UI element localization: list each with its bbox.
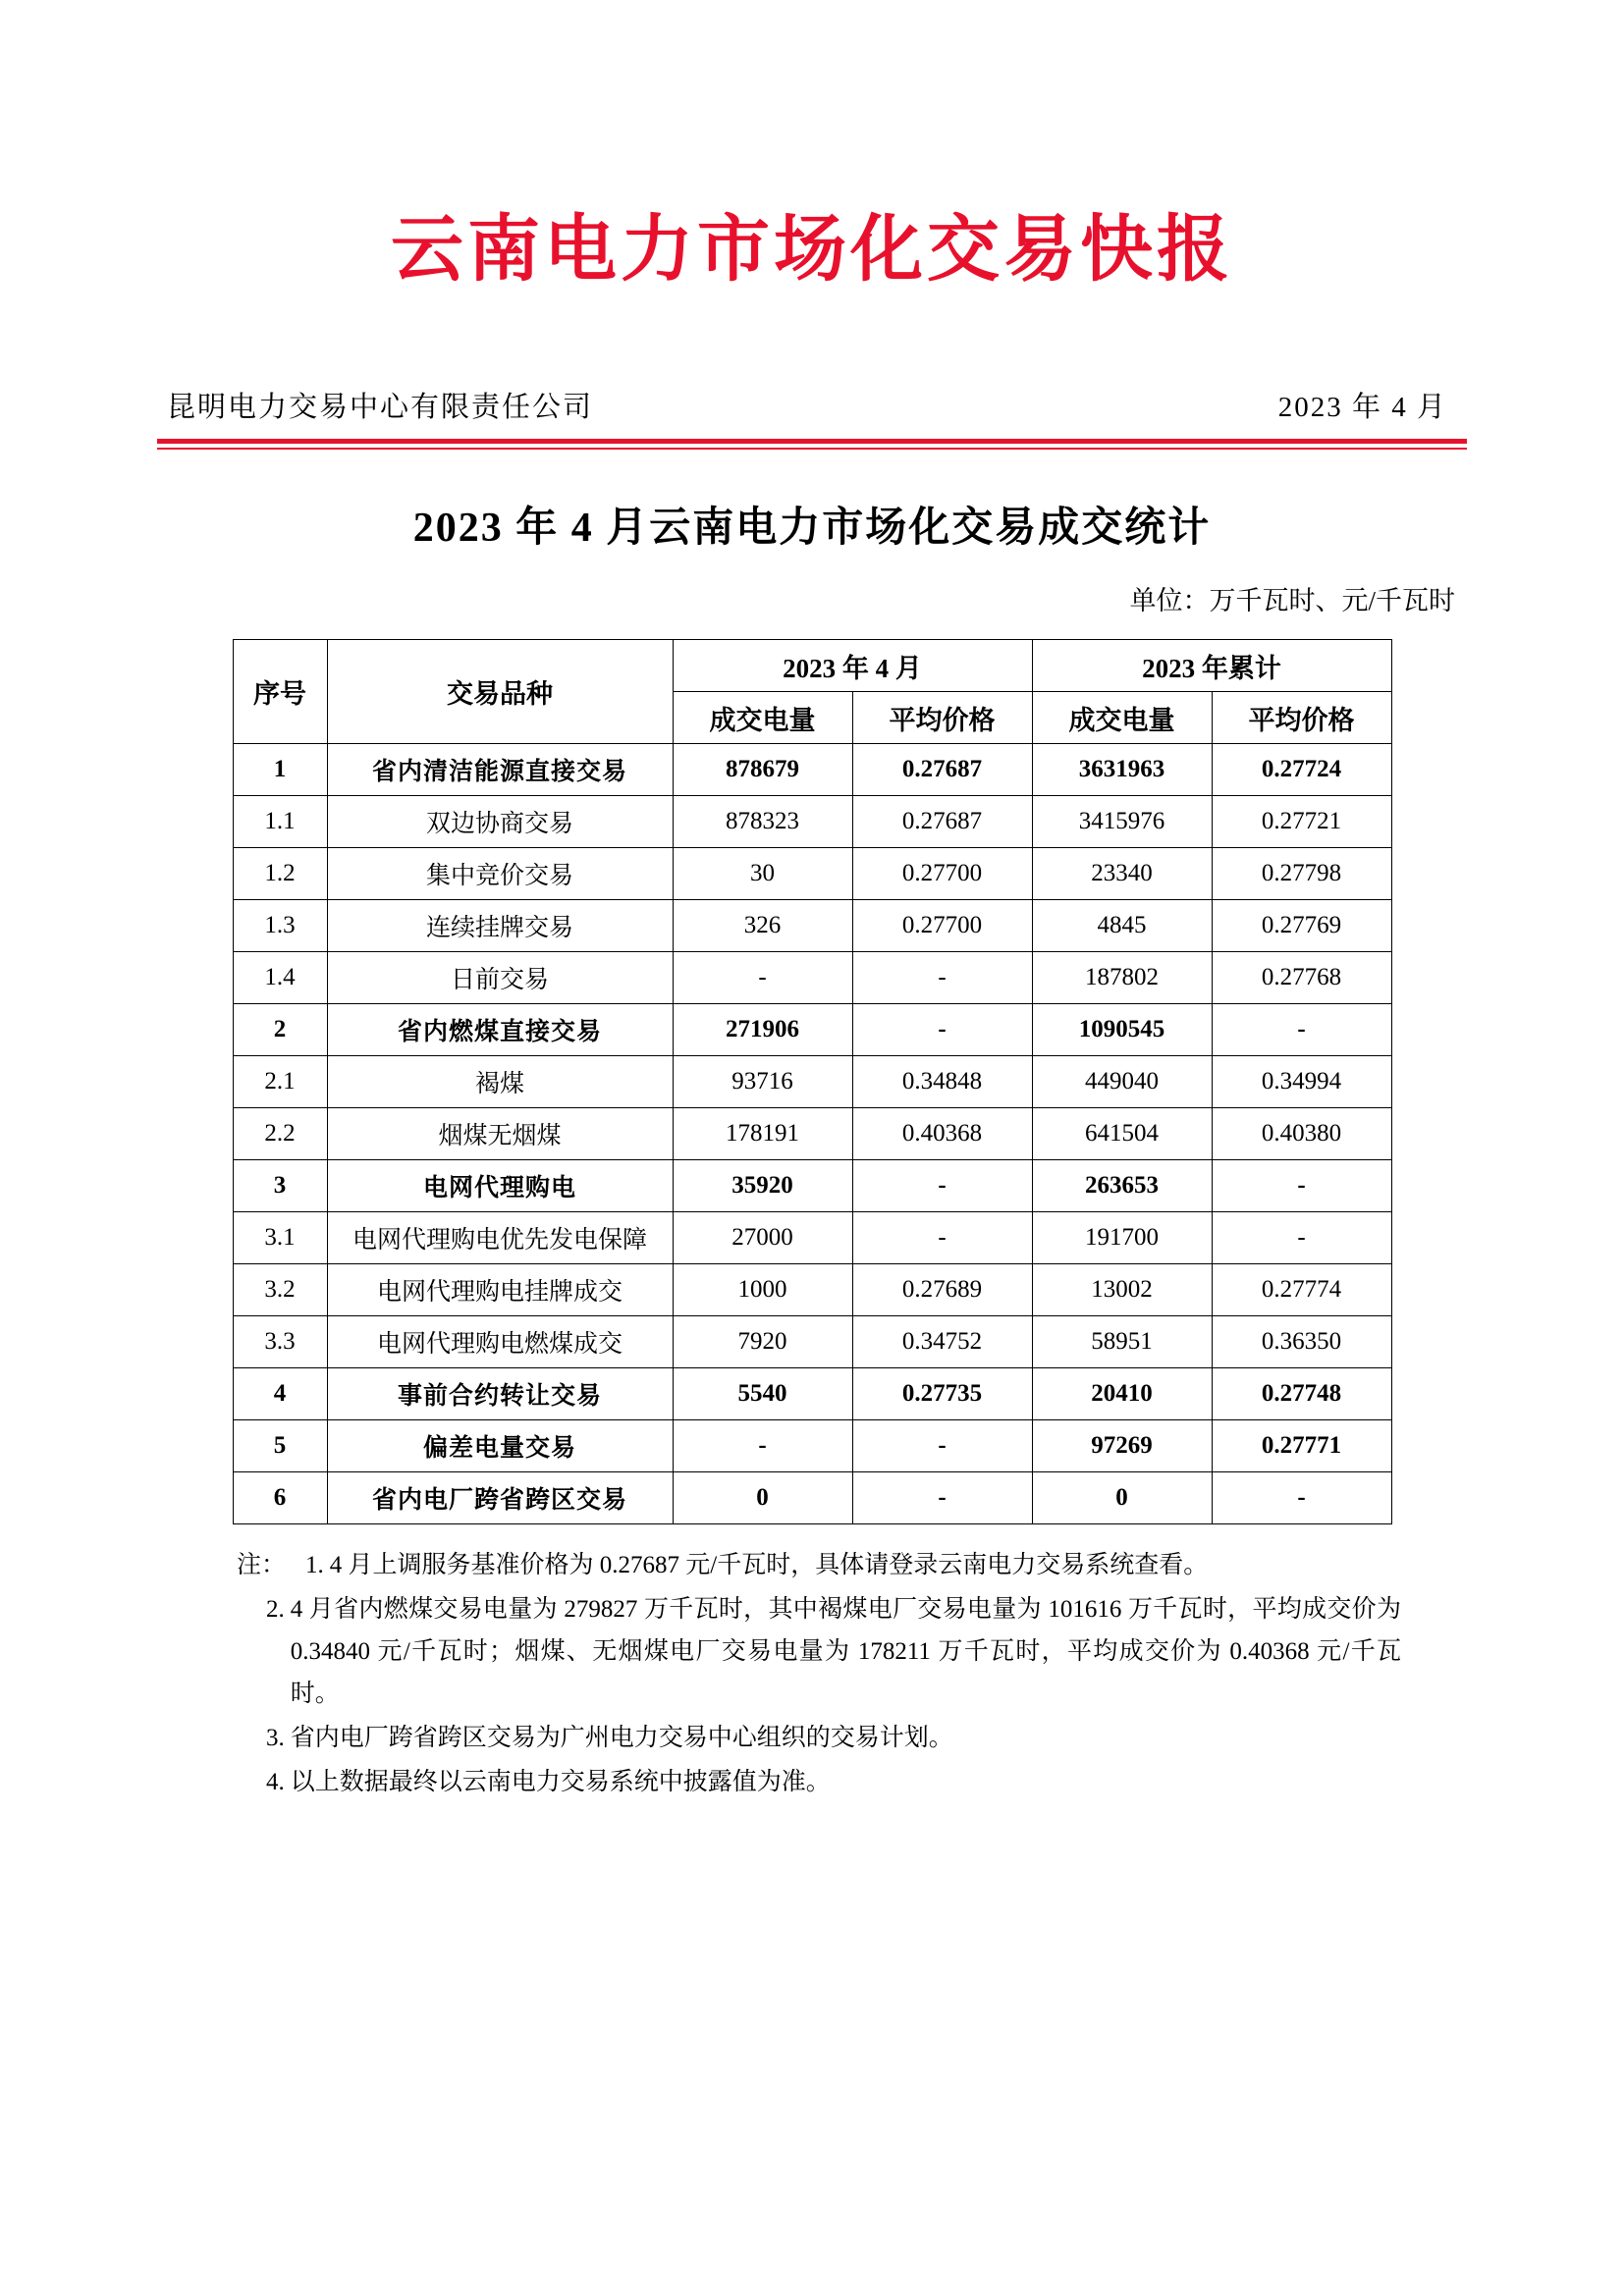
cell-month-volume: 35920 <box>673 1160 852 1212</box>
cell-month-volume: 271906 <box>673 1004 852 1056</box>
cell-name: 烟煤无烟煤 <box>327 1108 673 1160</box>
cell-month-price: - <box>852 1472 1032 1524</box>
header-no: 序号 <box>233 640 327 744</box>
cell-month-price: 0.27700 <box>852 900 1032 952</box>
note-item <box>223 1588 1401 1715</box>
divider-thin-line <box>157 448 1467 450</box>
note-text: 以上数据最终以云南电力交易系统中披露值为准。 <box>290 1769 831 1796</box>
note-item <box>223 1544 1401 1586</box>
cell-cumulative-volume: 641504 <box>1032 1108 1212 1160</box>
publisher-row <box>157 385 1467 425</box>
table-body <box>233 744 1391 1524</box>
table-row <box>233 1056 1391 1108</box>
note-marker: 1. <box>305 1552 324 1579</box>
notes-section <box>223 1544 1401 1803</box>
cell-month-price: 0.27700 <box>852 848 1032 900</box>
cell-cumulative-volume: 187802 <box>1032 952 1212 1004</box>
cell-no: 1.3 <box>233 900 327 952</box>
cell-month-price: - <box>852 1004 1032 1056</box>
cell-month-price: 0.34848 <box>852 1056 1032 1108</box>
cell-month-volume: - <box>673 1420 852 1472</box>
table-row <box>233 1160 1391 1212</box>
cell-month-price: 0.40368 <box>852 1108 1032 1160</box>
cell-no: 1.4 <box>233 952 327 1004</box>
note-text: 省内电厂跨省跨区交易为广州电力交易中心组织的交易计划。 <box>290 1725 953 1752</box>
cell-cumulative-volume: 13002 <box>1032 1264 1212 1316</box>
cell-month-volume: 30 <box>673 848 852 900</box>
table-row <box>233 1264 1391 1316</box>
cell-name: 电网代理购电优先发电保障 <box>327 1212 673 1264</box>
cell-cumulative-price: 0.27721 <box>1212 796 1391 848</box>
cell-name: 省内电厂跨省跨区交易 <box>327 1472 673 1524</box>
cell-cumulative-volume: 449040 <box>1032 1056 1212 1108</box>
cell-cumulative-price: 0.27724 <box>1212 744 1391 796</box>
cell-cumulative-price: 0.34994 <box>1212 1056 1391 1108</box>
masthead-title: 云南电力市场化交易快报 <box>391 210 1233 291</box>
cell-cumulative-price: - <box>1212 1160 1391 1212</box>
cell-cumulative-price: 0.36350 <box>1212 1316 1391 1368</box>
cell-cumulative-price: 0.27774 <box>1212 1264 1391 1316</box>
cell-month-price: 0.34752 <box>852 1316 1032 1368</box>
cell-month-volume: 1000 <box>673 1264 852 1316</box>
cell-name: 电网代理购电挂牌成交 <box>327 1264 673 1316</box>
cell-no: 4 <box>233 1368 327 1420</box>
cell-no: 2.2 <box>233 1108 327 1160</box>
cell-cumulative-volume: 4845 <box>1032 900 1212 952</box>
cell-name: 集中竞价交易 <box>327 848 673 900</box>
table-row <box>233 1368 1391 1420</box>
note-text: 4 月上调服务基准价格为 0.27687 元/千瓦时，具体请登录云南电力交易系统查看。 <box>329 1552 1209 1579</box>
cell-cumulative-volume: 263653 <box>1032 1160 1212 1212</box>
cell-month-price: 0.27687 <box>852 744 1032 796</box>
cell-name: 电网代理购电燃煤成交 <box>327 1316 673 1368</box>
cell-name: 日前交易 <box>327 952 673 1004</box>
statistics-table <box>233 639 1392 1524</box>
header-cumulative-price: 平均价格 <box>1212 692 1391 744</box>
cell-month-price: 0.27687 <box>852 796 1032 848</box>
cell-month-volume: 178191 <box>673 1108 852 1160</box>
table-row <box>233 796 1391 848</box>
unit-note: 单位：万千瓦时、元/千瓦时 <box>1129 586 1455 616</box>
note-item <box>223 1761 1401 1803</box>
notes-label: 注： <box>237 1552 287 1579</box>
table-row <box>233 1420 1391 1472</box>
note-text: 4 月省内燃煤交易电量为 279827 万千瓦时，其中褐煤电厂交易电量为 101616 万千瓦时，平均成交价为 0.34840 元/千瓦时；烟煤、无烟煤电厂交易电量为 178211 万千瓦时，平均成交价为 0.40368 元/千瓦时。 <box>290 1596 1401 1708</box>
cell-cumulative-price: 0.40380 <box>1212 1108 1391 1160</box>
cell-cumulative-volume: 58951 <box>1032 1316 1212 1368</box>
cell-month-price: - <box>852 1420 1032 1472</box>
cell-month-volume: 878679 <box>673 744 852 796</box>
cell-month-price: - <box>852 952 1032 1004</box>
cell-cumulative-volume: 23340 <box>1032 848 1212 900</box>
cell-cumulative-price: - <box>1212 1472 1391 1524</box>
header-month-price: 平均价格 <box>852 692 1032 744</box>
cell-cumulative-price: 0.27771 <box>1212 1420 1391 1472</box>
cell-cumulative-price: - <box>1212 1212 1391 1264</box>
cell-no: 1.2 <box>233 848 327 900</box>
table-header <box>233 640 1391 744</box>
cell-month-volume: - <box>673 952 852 1004</box>
table-row <box>233 848 1391 900</box>
header-group-cumulative: 2023 年累计 <box>1032 640 1391 692</box>
cell-no: 1.1 <box>233 796 327 848</box>
header-category: 交易品种 <box>327 640 673 744</box>
cell-cumulative-volume: 191700 <box>1032 1212 1212 1264</box>
table-header-row-1 <box>233 640 1391 692</box>
cell-cumulative-price: 0.27748 <box>1212 1368 1391 1420</box>
cell-month-volume: 326 <box>673 900 852 952</box>
table-row <box>233 1472 1391 1524</box>
publication-date: 2023 年 4 月 <box>1277 392 1447 424</box>
header-divider <box>157 439 1467 450</box>
cell-no: 1 <box>233 744 327 796</box>
cell-name: 省内清洁能源直接交易 <box>327 744 673 796</box>
note-marker: 3. <box>266 1725 285 1752</box>
note-marker: 4. <box>266 1769 285 1796</box>
cell-cumulative-volume: 3631963 <box>1032 744 1212 796</box>
cell-no: 5 <box>233 1420 327 1472</box>
table-row <box>233 1212 1391 1264</box>
cell-name: 电网代理购电 <box>327 1160 673 1212</box>
cell-cumulative-volume: 1090545 <box>1032 1004 1212 1056</box>
cell-month-volume: 7920 <box>673 1316 852 1368</box>
cell-no: 2.1 <box>233 1056 327 1108</box>
note-marker: 2. <box>266 1596 285 1624</box>
cell-cumulative-price: 0.27798 <box>1212 848 1391 900</box>
publisher-name: 昆明电力交易中心有限责任公司 <box>167 392 594 424</box>
cell-cumulative-volume: 97269 <box>1032 1420 1212 1472</box>
cell-no: 2 <box>233 1004 327 1056</box>
cell-month-volume: 27000 <box>673 1212 852 1264</box>
cell-no: 3 <box>233 1160 327 1212</box>
note-item <box>223 1717 1401 1759</box>
cell-name: 省内燃煤直接交易 <box>327 1004 673 1056</box>
table-row <box>233 744 1391 796</box>
header-month-volume: 成交电量 <box>673 692 852 744</box>
cell-month-volume: 0 <box>673 1472 852 1524</box>
cell-cumulative-price: - <box>1212 1004 1391 1056</box>
table-row <box>233 1004 1391 1056</box>
cell-month-volume: 5540 <box>673 1368 852 1420</box>
cell-no: 3.2 <box>233 1264 327 1316</box>
page-title: 2023 年 4 月云南电力市场化交易成交统计 <box>412 506 1212 552</box>
cell-name: 双边协商交易 <box>327 796 673 848</box>
table-row <box>233 1316 1391 1368</box>
table-row <box>233 1108 1391 1160</box>
cell-cumulative-price: 0.27769 <box>1212 900 1391 952</box>
cell-month-price: 0.27689 <box>852 1264 1032 1316</box>
cell-name: 连续挂牌交易 <box>327 900 673 952</box>
cell-month-volume: 93716 <box>673 1056 852 1108</box>
cell-month-price: 0.27735 <box>852 1368 1032 1420</box>
table-row <box>233 900 1391 952</box>
cell-cumulative-price: 0.27768 <box>1212 952 1391 1004</box>
cell-month-volume: 878323 <box>673 796 852 848</box>
cell-name: 事前合约转让交易 <box>327 1368 673 1420</box>
cell-name: 褐煤 <box>327 1056 673 1108</box>
header-cumulative-volume: 成交电量 <box>1032 692 1212 744</box>
cell-no: 3.3 <box>233 1316 327 1368</box>
cell-name: 偏差电量交易 <box>327 1420 673 1472</box>
cell-no: 3.1 <box>233 1212 327 1264</box>
cell-month-price: - <box>852 1212 1032 1264</box>
table-row <box>233 952 1391 1004</box>
cell-month-price: - <box>852 1160 1032 1212</box>
cell-cumulative-volume: 3415976 <box>1032 796 1212 848</box>
header-group-month: 2023 年 4 月 <box>673 640 1032 692</box>
cell-cumulative-volume: 20410 <box>1032 1368 1212 1420</box>
cell-cumulative-volume: 0 <box>1032 1472 1212 1524</box>
cell-no: 6 <box>233 1472 327 1524</box>
